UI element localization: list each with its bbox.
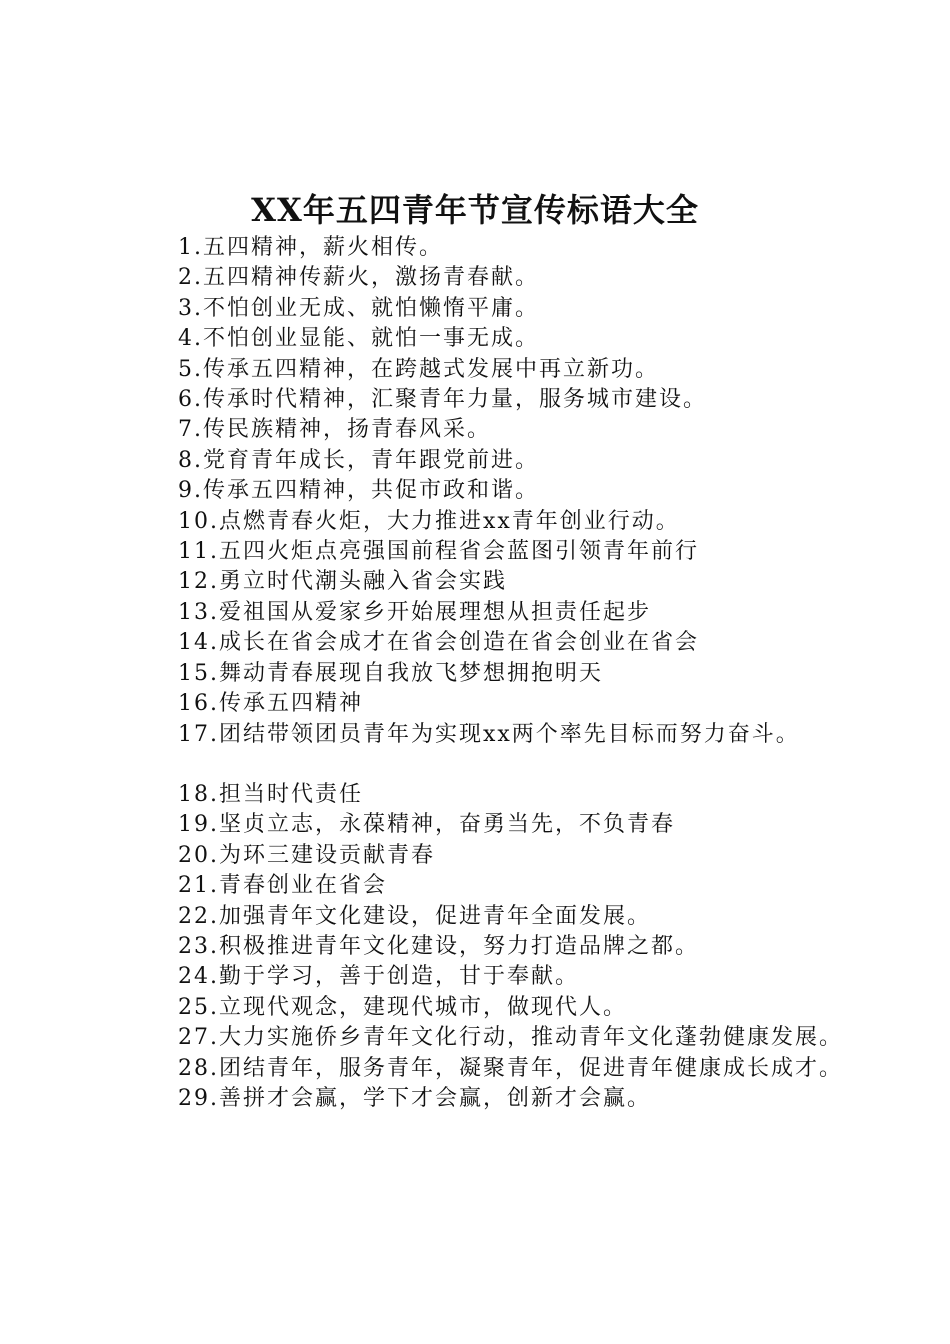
- list-item: 29.善拼才会赢，学下才会赢，创新才会赢。: [178, 1085, 651, 1111]
- list-item: 16.传承五四精神: [178, 691, 363, 717]
- list-item: 3.不怕创业无成、就怕懒惰平庸。: [178, 295, 539, 321]
- list-item: 19.坚贞立志，永葆精神，奋勇当先，不负青春: [178, 812, 675, 838]
- list-item: 23.积极推进青年文化建设，努力打造品牌之都。: [178, 933, 699, 959]
- list-item: 28.团结青年，服务青年，凝聚青年，促进青年健康成长成才。: [178, 1055, 843, 1081]
- list-item: 14.成长在省会成才在省会创造在省会创业在省会: [178, 630, 699, 656]
- list-item: 10.点燃青春火炬，大力推进xx青年创业行动。: [178, 508, 680, 534]
- list-item: 2.五四精神传薪火，激扬青春献。: [178, 265, 539, 291]
- list-item: 20.为环三建设贡献青春: [178, 842, 435, 868]
- list-item: 22.加强青年文化建设，促进青年全面发展。: [178, 903, 651, 929]
- list-item: 12.勇立时代潮头融入省会实践: [178, 569, 507, 595]
- slogan-list: [130, 233, 850, 1114]
- list-item: 18.担当时代责任: [178, 781, 363, 807]
- list-item: 11.五四火炬点亮强国前程省会蓝图引领青年前行: [178, 539, 699, 565]
- list-item: 24.勤于学习，善于创造，甘于奉献。: [178, 964, 579, 990]
- list-item: 15.舞动青春展现自我放飞梦想拥抱明天: [178, 660, 603, 686]
- list-item: 9.传承五四精神，共促市政和谐。: [178, 478, 539, 504]
- list-item: 5.传承五四精神，在跨越式发展中再立新功。: [178, 356, 659, 382]
- list-item: 27.大力实施侨乡青年文化行动，推动青年文化蓬勃健康发展。: [178, 1025, 843, 1051]
- list-item: 21.青春创业在省会: [178, 873, 387, 899]
- document-title: XX年五四青年节宣传标语大全: [251, 191, 699, 229]
- list-item: 6.传承时代精神，汇聚青年力量，服务城市建设。: [178, 387, 707, 413]
- list-item: 13.爱祖国从爱家乡开始展理想从担责任起步: [178, 599, 651, 625]
- list-item: 1.五四精神，薪火相传。: [178, 235, 443, 260]
- list-item: 25.立现代观念，建现代城市，做现代人。: [178, 994, 627, 1020]
- list-item: 17.团结带领团员青年为实现xx两个率先目标而努力奋斗。: [178, 721, 800, 747]
- list-item: 4.不怕创业显能、就怕一事无成。: [178, 326, 539, 352]
- list-item: 7.传民族精神，扬青春风采。: [178, 417, 491, 443]
- list-item: 8.党育青年成长，青年跟党前进。: [178, 447, 539, 473]
